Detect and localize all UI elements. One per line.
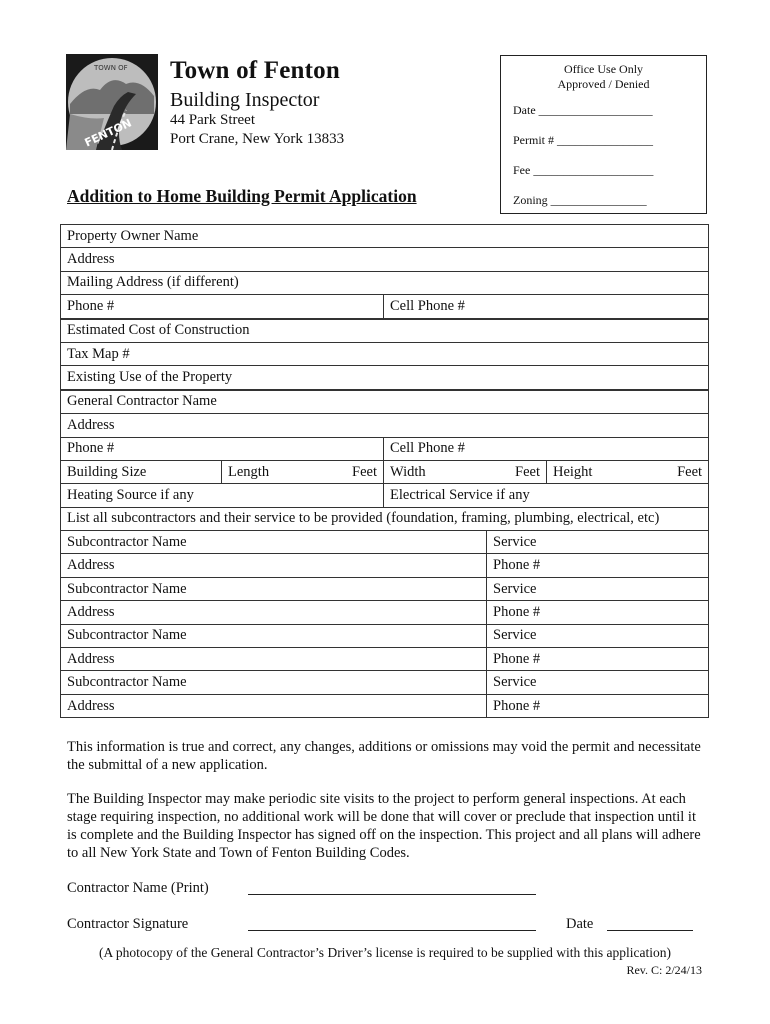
- building-size-label-cell: [61, 460, 222, 483]
- subcontractor-service-label: Service: [493, 674, 537, 691]
- subcontractor-phone-label: Phone #: [493, 557, 541, 574]
- subcontractor-name-field[interactable]: [61, 577, 487, 600]
- office-permit-field[interactable]: [513, 133, 653, 148]
- subcontractor-name-label: Subcontractor Name: [67, 580, 187, 597]
- electrical-service-label: Electrical Service if any: [390, 486, 530, 503]
- subcontractor-address-label: Address: [67, 603, 115, 620]
- subcontractor-address-field[interactable]: [61, 648, 487, 671]
- owner-name-field[interactable]: [61, 225, 709, 248]
- contractor-signature-line[interactable]: [248, 930, 536, 931]
- contractor-name-field[interactable]: [61, 390, 709, 414]
- office-permit-label: Permit #: [513, 133, 554, 147]
- subcontractor-phone-label: Phone #: [493, 650, 541, 667]
- subcontractor-service-field[interactable]: [487, 577, 709, 600]
- subcontractor-address-field[interactable]: [61, 554, 487, 577]
- owner-cell-label: Cell Phone #: [390, 297, 465, 314]
- owner-address-field[interactable]: [61, 248, 709, 271]
- office-zoning-label: Zoning: [513, 193, 548, 207]
- inspection-statement: The Building Inspector may make periodic site visits to the project to perform general inspections. At each stage requiring inspection, no additional work will be done that will cover or preclude that inspection until it is complete and the Building Inspector has signed off on the inspection. This project and all plans will adhere to all New York State and Town of Fenton Building Codes.: [67, 791, 701, 861]
- contractor-phone-field[interactable]: [61, 437, 384, 460]
- length-label: Length: [228, 463, 270, 480]
- width-unit: Feet: [515, 463, 540, 480]
- office-fee-label: Fee: [513, 163, 531, 177]
- subcontractor-address-field[interactable]: [61, 601, 487, 624]
- tax-map-field[interactable]: [61, 342, 709, 365]
- subcontractor-phone-field[interactable]: [487, 601, 709, 624]
- subcontractor-service-field[interactable]: [487, 531, 709, 554]
- subcontractor-service-field[interactable]: [487, 671, 709, 694]
- owner-name-label: Property Owner Name: [67, 227, 199, 244]
- length-unit: Feet: [352, 463, 377, 480]
- street-address: 44 Park Street: [170, 112, 255, 128]
- contractor-address-label: Address: [67, 416, 115, 433]
- subcontractor-service-label: Service: [493, 580, 537, 597]
- width-label: Width: [390, 463, 426, 480]
- heating-source-field[interactable]: [61, 484, 384, 507]
- office-permit-blank: ________________: [557, 133, 653, 147]
- subcontractor-name-label: Subcontractor Name: [67, 674, 187, 691]
- contractor-cell-field[interactable]: [384, 437, 709, 460]
- office-fee-field[interactable]: [513, 163, 653, 178]
- office-date-field[interactable]: [513, 103, 653, 118]
- mailing-address-field[interactable]: [61, 271, 709, 294]
- owner-phone-label: Phone #: [67, 297, 115, 314]
- building-size-label: Building Size: [67, 463, 147, 480]
- revision-label: Rev. C: 2/24/13: [626, 963, 702, 977]
- svg-text:TOWN OF: TOWN OF: [94, 64, 128, 72]
- form-title: Addition to Home Building Permit Application: [67, 186, 417, 206]
- subcontractor-address-label: Address: [67, 697, 115, 714]
- city-address: Port Crane, New York 13833: [170, 131, 345, 147]
- license-note: (A photocopy of the General Contractor’s Driver’s license is required to be supplied with this application): [99, 945, 671, 960]
- owner-cell-field[interactable]: [384, 295, 709, 319]
- department-name: Building Inspector: [170, 89, 320, 111]
- height-unit: Feet: [677, 463, 703, 480]
- existing-use-label: Existing Use of the Property: [67, 369, 233, 386]
- width-field[interactable]: [384, 460, 547, 483]
- length-field[interactable]: [222, 460, 384, 483]
- office-zoning-field[interactable]: [513, 193, 647, 208]
- subcontractor-phone-field[interactable]: [487, 554, 709, 577]
- office-use-approved-denied: Approved / Denied: [557, 77, 650, 91]
- subcontractor-address-label: Address: [67, 650, 115, 667]
- subcontractor-phone-field[interactable]: [487, 648, 709, 671]
- tax-map-label: Tax Map #: [67, 345, 130, 362]
- contractor-cell-label: Cell Phone #: [390, 440, 465, 457]
- estimated-cost-field[interactable]: [61, 319, 709, 343]
- subcontractor-name-label: Subcontractor Name: [67, 533, 187, 550]
- office-date-label: Date: [513, 103, 536, 117]
- contractor-name-label: General Contractor Name: [67, 393, 217, 410]
- height-field[interactable]: [547, 460, 709, 483]
- signature-date-label: Date: [566, 916, 594, 932]
- subcontractor-phone-label: Phone #: [493, 697, 541, 714]
- subcontractor-phone-field[interactable]: [487, 694, 709, 717]
- town-name: Town of Fenton: [170, 57, 340, 84]
- subcontractor-name-field[interactable]: [61, 671, 487, 694]
- subcontractor-instruction: [61, 507, 709, 530]
- subcontractor-service-field[interactable]: [487, 624, 709, 647]
- permit-form-table: [60, 224, 709, 718]
- subcontractor-name-field[interactable]: [61, 531, 487, 554]
- subcontractor-instruction-text: List all subcontractors and their service to be provided (foundation, framing, plumbing, electrical, etc): [67, 510, 660, 527]
- contractor-name-print-label: Contractor Name (Print): [67, 880, 209, 896]
- subcontractor-phone-label: Phone #: [493, 603, 541, 620]
- estimated-cost-label: Estimated Cost of Construction: [67, 322, 250, 339]
- owner-phone-field[interactable]: [61, 295, 384, 319]
- town-seal-logo: [66, 54, 158, 150]
- owner-address-label: Address: [67, 251, 115, 268]
- office-zoning-blank: ________________: [550, 193, 647, 207]
- subcontractor-name-field[interactable]: [61, 624, 487, 647]
- contractor-signature-label: Contractor Signature: [67, 916, 189, 932]
- electrical-service-field[interactable]: [384, 484, 709, 507]
- office-date-blank: ___________________: [538, 103, 653, 117]
- subcontractor-name-label: Subcontractor Name: [67, 627, 187, 644]
- signature-date-line[interactable]: [607, 930, 693, 931]
- subcontractor-service-label: Service: [493, 627, 537, 644]
- contractor-phone-label: Phone #: [67, 440, 115, 457]
- contractor-address-field[interactable]: [61, 414, 709, 437]
- accuracy-statement: This information is true and correct, any changes, additions or omissions may void the permit and necessitate the submittal of a new application.: [67, 739, 701, 773]
- office-use-box: [500, 55, 707, 214]
- subcontractor-address-label: Address: [67, 557, 115, 574]
- subcontractor-service-label: Service: [493, 533, 537, 550]
- subcontractor-address-field[interactable]: [61, 694, 487, 717]
- mailing-address-label: Mailing Address (if different): [67, 274, 239, 291]
- height-label: Height: [553, 463, 593, 480]
- contractor-name-print-line[interactable]: [248, 894, 536, 895]
- office-use-title: Office Use Only: [563, 62, 644, 76]
- svg-text:FENTON: FENTON: [82, 116, 134, 150]
- heating-source-label: Heating Source if any: [67, 486, 194, 503]
- office-fee-blank: ____________________: [533, 163, 654, 177]
- existing-use-field[interactable]: [61, 366, 709, 390]
